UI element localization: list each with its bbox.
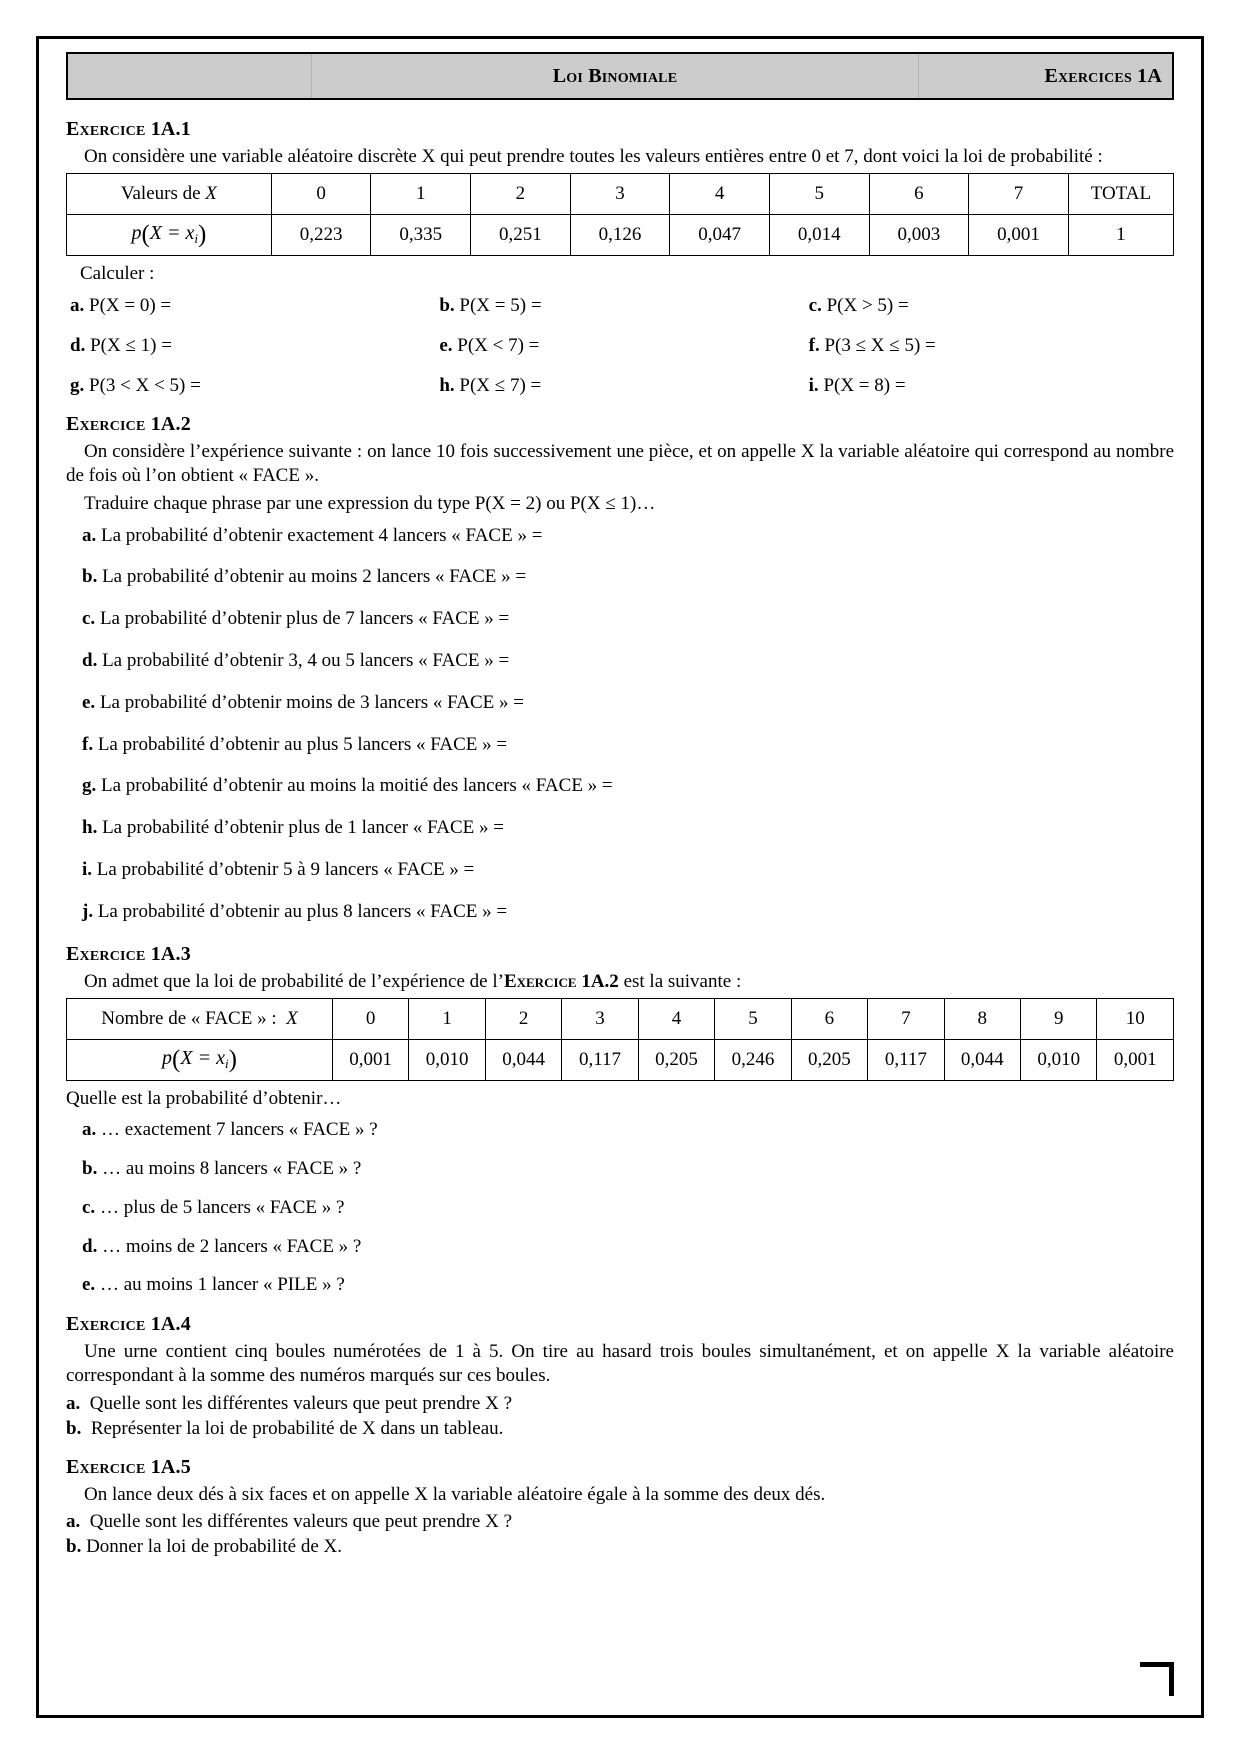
row-header-face-count: Nombre de « FACE » : X bbox=[67, 998, 333, 1039]
table-cell: 0 bbox=[271, 174, 371, 215]
table-row bbox=[67, 998, 1174, 1039]
item-letter: c. bbox=[82, 608, 96, 630]
question-letter: a. bbox=[70, 294, 85, 316]
question-item bbox=[435, 335, 804, 357]
table-cell: 0,001 bbox=[332, 1039, 408, 1080]
table-cell: 9 bbox=[1021, 998, 1097, 1039]
table-cell: 5 bbox=[769, 174, 869, 215]
question-text: P(X = 8) = bbox=[823, 374, 906, 396]
item-text: … au moins 8 lancers « FACE » ? bbox=[102, 1157, 362, 1179]
exercise-1a4-intro: Une urne contient cinq boules numérotées de 1 à 5. On tire au hasard trois boules simultanément, et on appelle X la variable aléatoire correspondant à la somme des numéros marqués sur ces boules. bbox=[66, 1341, 1174, 1387]
table-cell: 0,335 bbox=[371, 215, 471, 256]
table-cell: 5 bbox=[715, 998, 791, 1039]
header-left-cell bbox=[68, 54, 312, 98]
question-item bbox=[805, 375, 1174, 397]
table-cell: 0 bbox=[332, 998, 408, 1039]
table-cell: 0,246 bbox=[715, 1039, 791, 1080]
exercise-1a5-item-a bbox=[66, 1511, 1174, 1533]
page-corner-mark bbox=[1140, 1662, 1174, 1696]
item-letter: e. bbox=[82, 1274, 96, 1296]
list-item bbox=[66, 859, 1174, 882]
table-cell: 0,044 bbox=[944, 1039, 1020, 1080]
item-text: La probabilité d’obtenir au plus 8 lancers « FACE » = bbox=[97, 900, 508, 922]
item-text: Représenter la loi de probabilité de X dans un tableau. bbox=[90, 1417, 504, 1439]
list-item bbox=[66, 775, 1174, 798]
question-text: P(X ≤ 1) = bbox=[90, 334, 172, 356]
question-item bbox=[66, 335, 435, 357]
question-text: P(3 ≤ X ≤ 5) = bbox=[824, 334, 936, 356]
table-cell: 0,001 bbox=[1097, 1039, 1174, 1080]
table-cell: 1 bbox=[371, 174, 471, 215]
exercise-1a3-title: Exercice 1A.3 bbox=[66, 942, 191, 965]
item-text: … au moins 1 lancer « PILE » ? bbox=[99, 1274, 345, 1296]
table-cell: 0,205 bbox=[638, 1039, 714, 1080]
table-row bbox=[67, 1039, 1174, 1080]
question-letter: c. bbox=[808, 294, 822, 316]
table-cell: 8 bbox=[944, 998, 1020, 1039]
item-letter: a. bbox=[66, 1511, 81, 1533]
table-cell: 10 bbox=[1097, 998, 1174, 1039]
table-cell: 0,117 bbox=[562, 1039, 638, 1080]
item-letter: b. bbox=[66, 1536, 82, 1558]
item-letter: b. bbox=[66, 1417, 82, 1439]
table-cell: 1 bbox=[1068, 215, 1173, 256]
item-letter: b. bbox=[82, 1157, 98, 1179]
table-cell: 0,014 bbox=[769, 215, 869, 256]
exercise-1a2-items bbox=[66, 525, 1174, 924]
exercise-1a3-table bbox=[66, 998, 1174, 1081]
list-item bbox=[66, 1119, 1174, 1142]
item-text: Donner la loi de probabilité de X. bbox=[86, 1536, 342, 1558]
question-letter: h. bbox=[439, 374, 455, 396]
table-cell: 1 bbox=[409, 998, 485, 1039]
item-text: La probabilité d’obtenir au moins 2 lancers « FACE » = bbox=[102, 566, 527, 588]
item-text: La probabilité d’obtenir 5 à 9 lancers « FACE » = bbox=[96, 858, 475, 880]
item-letter: a. bbox=[66, 1392, 81, 1414]
row-header-probability: $p(X = x_i)$ bbox=[67, 1039, 333, 1080]
exercise-1a2-instruction: Traduire chaque phrase par une expression du type P(X = 2) ou P(X ≤ 1)… bbox=[84, 493, 656, 515]
list-item bbox=[66, 525, 1174, 548]
item-letter: d. bbox=[82, 649, 98, 671]
item-letter: a. bbox=[82, 524, 97, 546]
item-text: La probabilité d’obtenir 3, 4 ou 5 lancers « FACE » = bbox=[102, 649, 510, 671]
list-item bbox=[66, 608, 1174, 631]
exercise-1a5-intro: On lance deux dés à six faces et on appelle X la variable aléatoire égale à la somme des deux dés. bbox=[84, 1483, 826, 1505]
question-letter: e. bbox=[439, 334, 453, 356]
exercise-1a1-table bbox=[66, 173, 1174, 256]
row-header-values: Valeurs de X bbox=[67, 174, 272, 215]
table-cell: 6 bbox=[791, 998, 867, 1039]
table-cell: 0,126 bbox=[570, 215, 670, 256]
question-letter: g. bbox=[70, 374, 85, 396]
list-item bbox=[66, 901, 1174, 924]
question-text: P(X ≤ 7) = bbox=[459, 374, 542, 396]
exercise-1a4-title: Exercice 1A.4 bbox=[66, 1313, 191, 1336]
exercise-1a2-intro: On considère l’expérience suivante : on lance 10 fois successivement une pièce, et on appelle X la variable aléatoire qui correspond au nombre de fois où l’on obtient « FACE ». bbox=[66, 440, 1174, 486]
list-item bbox=[66, 1158, 1174, 1181]
item-letter: e. bbox=[82, 691, 96, 713]
item-text: La probabilité d’obtenir au plus 5 lancers « FACE » = bbox=[97, 733, 508, 755]
row-header-probability: $p(X = x_i)$ bbox=[67, 215, 272, 256]
question-text: P(3 < X < 5) = bbox=[89, 374, 201, 396]
table-cell: 0,003 bbox=[869, 215, 969, 256]
question-item bbox=[66, 375, 435, 397]
list-item bbox=[66, 692, 1174, 715]
intro-part-2: est la suivante : bbox=[618, 970, 742, 992]
table-cell: 0,223 bbox=[271, 215, 371, 256]
question-text: P(X = 0) = bbox=[89, 294, 172, 316]
item-text: La probabilité d’obtenir au moins la moitié des lancers « FACE » = bbox=[101, 775, 613, 797]
question-item bbox=[805, 335, 1174, 357]
table-cell: 0,205 bbox=[791, 1039, 867, 1080]
list-item bbox=[66, 1197, 1174, 1220]
table-cell: 0,010 bbox=[1021, 1039, 1097, 1080]
exercise-1a5-item-b bbox=[66, 1536, 1174, 1558]
page-header-banner bbox=[66, 52, 1174, 100]
header-exercise-label: Exercices 1A bbox=[918, 54, 1172, 98]
table-cell: TOTAL bbox=[1068, 174, 1173, 215]
question-item bbox=[66, 295, 435, 317]
page-content bbox=[52, 52, 1188, 1561]
item-text: La probabilité d’obtenir plus de 1 lancer « FACE » = bbox=[102, 817, 504, 839]
item-text: … plus de 5 lancers « FACE » ? bbox=[99, 1196, 345, 1218]
table-row bbox=[67, 174, 1174, 215]
exercise-1a3-intro bbox=[66, 970, 1174, 994]
corner-horizontal-stroke bbox=[1140, 1662, 1174, 1667]
exercise-reference: Exercice 1A.2 bbox=[503, 970, 619, 992]
corner-vertical-stroke bbox=[1169, 1662, 1174, 1696]
question-text: P(X < 7) = bbox=[457, 334, 540, 356]
table-cell: 4 bbox=[670, 174, 770, 215]
table-row bbox=[67, 215, 1174, 256]
item-text: La probabilité d’obtenir exactement 4 lancers « FACE » = bbox=[101, 524, 543, 546]
item-text: La probabilité d’obtenir plus de 7 lancers « FACE » = bbox=[99, 608, 510, 630]
exercise-1a2-title: Exercice 1A.2 bbox=[66, 412, 191, 435]
question-letter: b. bbox=[439, 294, 455, 316]
exercise-1a4-item-a bbox=[66, 1393, 1174, 1415]
list-item bbox=[66, 650, 1174, 673]
list-item bbox=[66, 817, 1174, 840]
exercise-1a1-questions bbox=[66, 295, 1174, 397]
item-text: Quelle sont les différentes valeurs que peut prendre X ? bbox=[89, 1392, 512, 1414]
exercise-1a1-title: Exercice 1A.1 bbox=[66, 118, 191, 140]
table-cell: 6 bbox=[869, 174, 969, 215]
table-cell: 7 bbox=[868, 998, 944, 1039]
exercise-1a1-intro: On considère une variable aléatoire discrète X qui peut prendre toutes les valeurs entières entre 0 et 7, dont voici la loi de probabilité : bbox=[84, 146, 1103, 167]
list-item bbox=[66, 1236, 1174, 1259]
item-letter: h. bbox=[82, 817, 98, 839]
item-text: … exactement 7 lancers « FACE » ? bbox=[101, 1119, 378, 1141]
list-item bbox=[66, 566, 1174, 589]
item-letter: d. bbox=[82, 1235, 98, 1257]
question-letter: f. bbox=[808, 334, 820, 356]
table-cell: 4 bbox=[638, 998, 714, 1039]
header-title: Loi Binomiale bbox=[552, 64, 678, 87]
exercise-1a1-calc-label: Calculer : bbox=[80, 263, 155, 285]
item-letter: c. bbox=[82, 1196, 96, 1218]
intro-part-1: On admet que la loi de probabilité de l’expérience de l’ bbox=[84, 970, 504, 992]
table-cell: 7 bbox=[969, 174, 1069, 215]
table-cell: 0,251 bbox=[471, 215, 571, 256]
table-cell: 0,047 bbox=[670, 215, 770, 256]
question-letter: i. bbox=[808, 374, 819, 396]
list-item bbox=[66, 1274, 1174, 1297]
table-cell: 0,117 bbox=[868, 1039, 944, 1080]
exercise-1a5-title: Exercice 1A.5 bbox=[66, 1455, 191, 1478]
exercise-1a3-prompt: Quelle est la probabilité d’obtenir… bbox=[66, 1087, 342, 1109]
table-cell: 0,001 bbox=[969, 215, 1069, 256]
table-cell: 3 bbox=[562, 998, 638, 1039]
question-letter: d. bbox=[70, 334, 86, 356]
question-text: P(X = 5) = bbox=[459, 294, 542, 316]
item-letter: a. bbox=[82, 1119, 97, 1141]
item-text: La probabilité d’obtenir moins de 3 lancers « FACE » = bbox=[99, 691, 524, 713]
question-item bbox=[805, 295, 1174, 317]
question-text: P(X > 5) = bbox=[826, 294, 909, 316]
exercise-1a3-items bbox=[66, 1119, 1174, 1297]
item-letter: j. bbox=[82, 900, 94, 922]
table-cell: 3 bbox=[570, 174, 670, 215]
item-text: Quelle sont les différentes valeurs que peut prendre X ? bbox=[89, 1511, 512, 1533]
item-letter: i. bbox=[82, 858, 93, 880]
table-cell: 0,010 bbox=[409, 1039, 485, 1080]
exercise-1a4-item-b bbox=[66, 1418, 1174, 1440]
table-cell: 0,044 bbox=[485, 1039, 561, 1080]
question-item bbox=[435, 295, 804, 317]
item-letter: b. bbox=[82, 566, 98, 588]
item-letter: g. bbox=[82, 775, 97, 797]
table-cell: 2 bbox=[485, 998, 561, 1039]
table-cell: 2 bbox=[471, 174, 571, 215]
list-item bbox=[66, 734, 1174, 757]
question-item bbox=[435, 375, 804, 397]
item-letter: f. bbox=[82, 733, 94, 755]
item-text: … moins de 2 lancers « FACE » ? bbox=[102, 1235, 362, 1257]
